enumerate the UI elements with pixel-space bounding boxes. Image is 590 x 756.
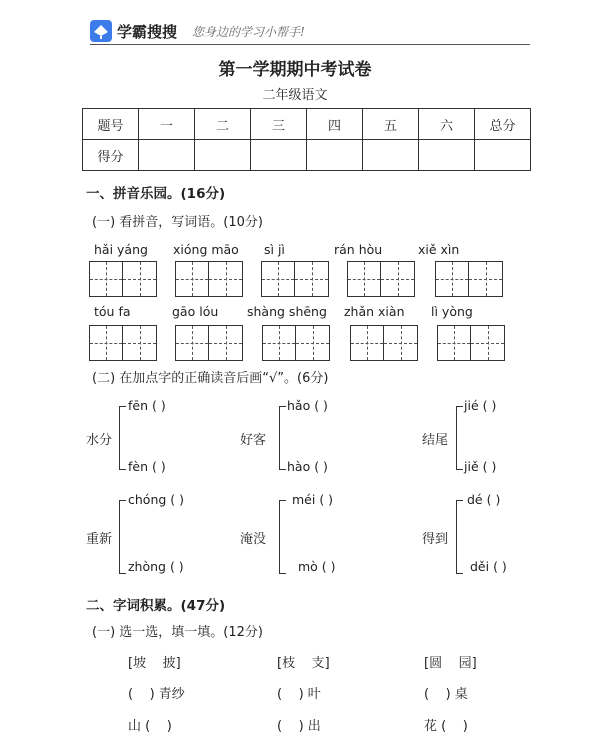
choice-pair: [圆 园] (424, 656, 477, 671)
exam-subtitle: 二年级语文 (262, 88, 328, 103)
brace-bracket (456, 500, 463, 574)
pinyin-label: tóu fa (94, 304, 131, 319)
pronunciation-option[interactable]: zhòng ( ) (128, 559, 184, 574)
pronunciation-option[interactable]: fèn ( ) (128, 459, 166, 474)
exam-title: 第一学期期中考试卷 (218, 60, 372, 80)
fill-blank[interactable]: ( ) 叶 (277, 687, 321, 702)
writing-grid[interactable] (262, 325, 330, 361)
writing-grid[interactable] (350, 325, 418, 361)
brace-bracket (456, 406, 463, 470)
pinyin-label: xiě xìn (418, 242, 460, 257)
pronunciation-option[interactable]: hào ( ) (287, 459, 328, 474)
brand-slogan: 您身边的学习小帮手! (192, 25, 305, 39)
score-input-cell[interactable] (195, 140, 251, 171)
score-header-cell: 题号 (83, 109, 139, 140)
score-header-cell: 二 (195, 109, 251, 140)
pinyin-label: rán hòu (334, 242, 383, 257)
score-input-cell[interactable] (475, 140, 531, 171)
writing-grid[interactable] (437, 325, 505, 361)
pinyin-label: sì jì (264, 242, 285, 257)
writing-grid[interactable] (175, 325, 243, 361)
pinyin-label: xióng māo (173, 242, 239, 257)
score-input-cell[interactable] (363, 140, 419, 171)
brace-bracket (279, 406, 286, 470)
pronunciation-option[interactable]: děi ( ) (470, 559, 507, 574)
pronunciation-option[interactable]: jiě ( ) (464, 459, 497, 474)
score-table (82, 108, 531, 171)
score-header-cell: 一 (139, 109, 195, 140)
fill-blank[interactable]: 山 ( ) (128, 719, 172, 734)
score-header-cell: 总分 (475, 109, 531, 140)
pronunciation-option[interactable]: mò ( ) (298, 559, 336, 574)
pinyin-label: zhǎn xiàn (344, 304, 405, 319)
brace-bracket (119, 406, 126, 470)
fill-blank[interactable]: 花 ( ) (424, 719, 468, 734)
section1-title: 一、拼音乐园。(16分) (86, 186, 226, 202)
section1-part2-title: (二) 在加点字的正确读音后画“√”。(6分) (92, 371, 329, 386)
app-logo-icon (90, 20, 112, 42)
writing-grid[interactable] (89, 325, 157, 361)
score-input-cell[interactable] (139, 140, 195, 171)
writing-grid[interactable] (175, 261, 243, 297)
pronunciation-word: 重新 (86, 532, 113, 547)
brace-bracket (279, 500, 286, 574)
writing-grid[interactable] (347, 261, 415, 297)
pinyin-label: hǎi yáng (94, 242, 148, 257)
section2-title: 二、字词积累。(47分) (86, 598, 226, 614)
pronunciation-word: 得到 (422, 532, 449, 547)
pronunciation-word: 结尾 (422, 433, 449, 448)
score-table-score-row (83, 140, 531, 171)
choice-pair: [坡 披] (128, 656, 181, 671)
fill-blank[interactable]: ( ) 桌 (424, 687, 468, 702)
score-input-cell[interactable] (419, 140, 475, 171)
pronunciation-option[interactable]: fēn ( ) (128, 398, 166, 413)
pronunciation-option[interactable]: dé ( ) (467, 492, 501, 507)
score-header-cell: 三 (251, 109, 307, 140)
writing-grid[interactable] (261, 261, 329, 297)
pinyin-label: shàng shēng (247, 304, 327, 319)
pronunciation-word: 淹没 (240, 532, 267, 547)
fill-blank[interactable]: ( ) 青纱 (128, 687, 185, 702)
score-input-cell[interactable] (307, 140, 363, 171)
choice-pair: [枝 支] (277, 656, 330, 671)
section2-part1-title: (一) 选一选，填一填。(12分) (92, 625, 263, 640)
pronunciation-option[interactable]: méi ( ) (292, 492, 334, 507)
pronunciation-option[interactable]: jié ( ) (464, 398, 497, 413)
score-header-cell: 六 (419, 109, 475, 140)
header-divider (90, 44, 530, 45)
brace-bracket (119, 500, 126, 574)
score-input-cell[interactable] (251, 140, 307, 171)
section1-part1-title: (一) 看拼音，写词语。(10分) (92, 215, 263, 230)
pronunciation-option[interactable]: hǎo ( ) (287, 398, 328, 413)
pronunciation-word: 好客 (240, 433, 267, 448)
score-table-header-row (83, 109, 531, 140)
pronunciation-word: 水分 (86, 433, 113, 448)
score-header-cell: 五 (363, 109, 419, 140)
pinyin-label: lì yòng (431, 304, 473, 319)
fill-blank[interactable]: ( ) 出 (277, 719, 321, 734)
score-header-cell: 四 (307, 109, 363, 140)
pronunciation-option[interactable]: chóng ( ) (128, 492, 184, 507)
brand-name: 学霸搜搜 (117, 23, 178, 41)
writing-grid[interactable] (89, 261, 157, 297)
writing-grid[interactable] (435, 261, 503, 297)
pinyin-label: gāo lóu (172, 304, 219, 319)
score-row-label: 得分 (83, 140, 139, 171)
